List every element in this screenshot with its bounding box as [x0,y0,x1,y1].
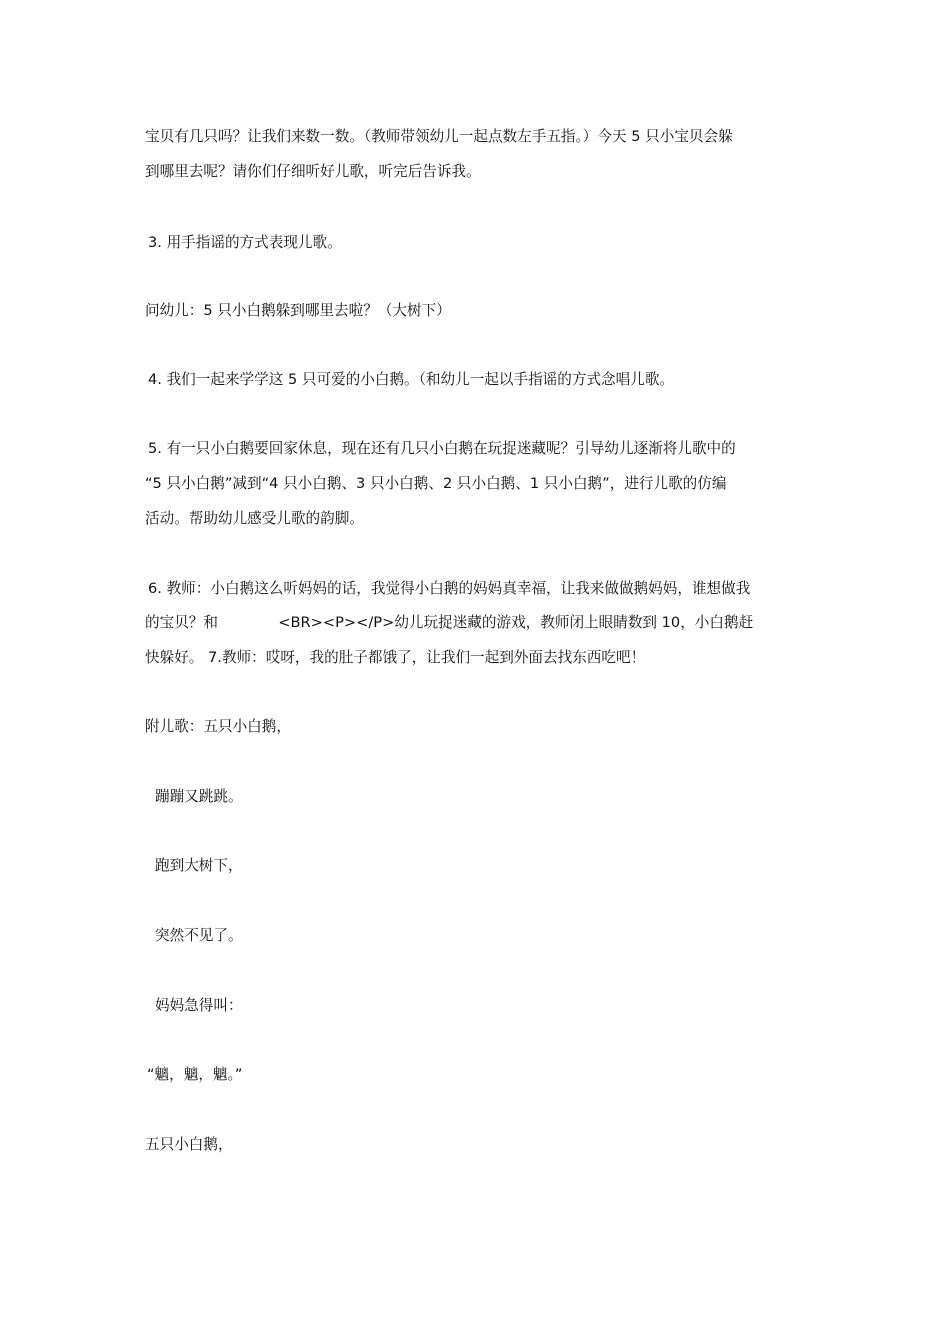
step-4: 4. 我们一起来学学这 5 只可爱的小白鹅。（和幼儿一起以手指谣的方式念唱儿歌。 [148,371,675,388]
poem-line: 突然不见了。 [155,927,243,944]
step-6: 6. 教师：小白鹅这么听妈妈的话，我觉得小白鹅的妈妈真幸福，让我来做做鹅妈妈，谁想做我 [148,580,751,597]
text-line: 宝贝有几只吗？让我们来数一数。（教师带领幼儿一起点数左手五指。）今天 5 只小宝贝会躲 [145,128,733,145]
poem-line: “魑，魑，魑。” [147,1066,243,1083]
poem-title: 附儿歌：五只小白鹅， [145,718,291,735]
text-line: 到哪里去呢？请你们仔细听好儿歌，听完后告诉我。 [145,163,481,180]
text-line: “5 只小白鹅”减到“4 只小白鹅、3 只小白鹅、2 只小白鹅、1 只小白鹅”，进行儿歌的仿编 [145,475,727,492]
poem-line: 蹦蹦又跳跳。 [155,788,243,805]
text-line: 快躲好。 7.教师：哎呀，我的肚子都饿了，让我们一起到外面去找东西吃吧！ [145,649,646,666]
text-line: 的宝贝？和 <BR><P></P>幼儿玩捉迷藏的游戏，教师闭上眼睛数到 10，小白鹅赶 [145,614,754,631]
text-line: 活动。帮助幼儿感受儿歌的韵脚。 [145,510,364,527]
poem-line: 五只小白鹅， [145,1136,233,1153]
step-3: 3. 用手指谣的方式表现儿歌。 [148,234,342,251]
poem-line: 妈妈急得叫： [155,997,243,1014]
text-line: 问幼儿：5 只小白鹅躲到哪里去啦？（大树下） [145,302,451,319]
step-5: 5. 有一只小白鹅要回家休息，现在还有几只小白鹅在玩捉迷藏呢？引导幼儿逐渐将儿歌中的 [148,440,736,457]
poem-line: 跑到大树下， [155,857,243,874]
